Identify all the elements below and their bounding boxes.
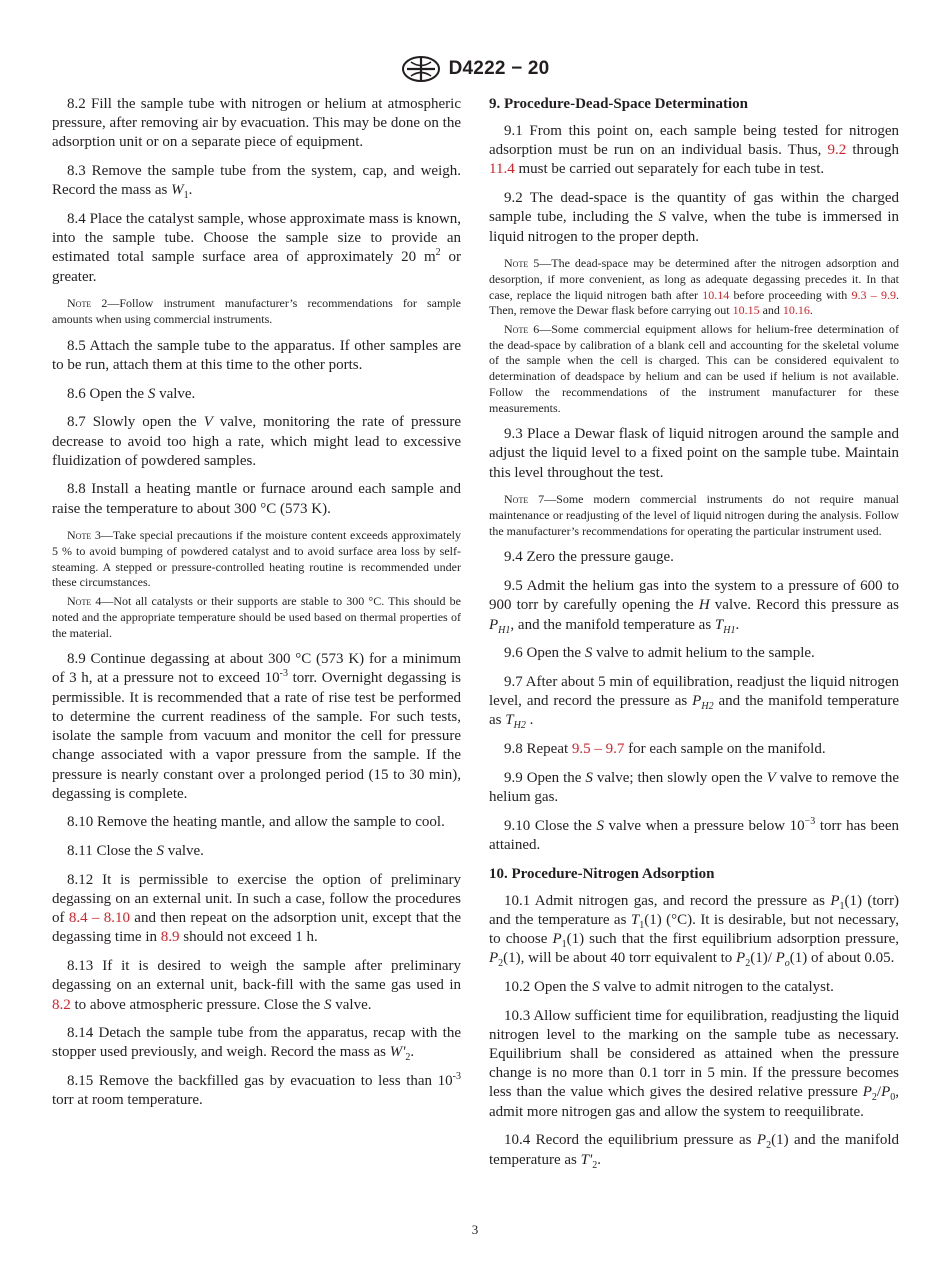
- cross-reference-link[interactable]: 10.15: [732, 303, 760, 318]
- cross-reference-link[interactable]: 8.4 – 8.10: [68, 910, 130, 927]
- section-heading-9: 9. Procedure-Dead-Space Determination: [489, 96, 748, 112]
- paragraph-8-7: 8.7 Slowly open the V valve, monitoring the rate of pressure decrease to avoid too high a rate, which might lead to excessive fluidization of powdered samples.: [52, 414, 461, 469]
- paragraph-9-9: 9.9 Open the S valve; then slowly open the V valve to remove the helium gas.: [489, 769, 899, 805]
- paragraph-8-11: 8.11 Close the S valve.: [67, 843, 204, 860]
- cross-reference-link[interactable]: 10.14: [702, 287, 730, 302]
- paragraph-8-8: 8.8 Install a heating mantle or furnace around each sample and raise the temperature to about 300 °C (573 K).: [52, 481, 461, 517]
- paragraph-8-13: 8.13 If it is desired to weigh the sample after preliminary degassing on an external unit, back-fill with the same gas used in 8.2 to above atmospheric pressure. Close the S valve.: [52, 958, 461, 1013]
- paragraph-8-10: 8.10 Remove the heating mantle, and allow the sample to cool.: [67, 814, 445, 831]
- note-3: Note 3—Take special precautions if the moisture content exceeds approximately 5 % to avoid bumping of powdered catalyst and to avoid surface area loss by self-steaming. A stepped or pressure-controlled heating routine is recommended under these circumstances.: [52, 528, 461, 590]
- paragraph-9-4: 9.4 Zero the pressure gauge.: [504, 549, 674, 566]
- paragraph-8-4: 8.4 Place the catalyst sample, whose approximate mass is known, into the sample tube. Choose the sample size to provide an estimated total sample surface area of approximately 20 $m^2$ or greater.: [52, 211, 462, 285]
- note-2: Note 2—Follow instrument manufacturer’s recommendations for sample amounts when using commercial instruments.: [52, 296, 461, 327]
- paragraph-8-9: 8.9 Continue degassing at about 300 °C (573 K) for a minimum of 3 h, at a pressure not to exceed $10^{-3}$ torr. Overnight degassing is permissible. It is recommended that a rate of rise test be performed to determine the current readiness of the sample. For such tests, isolate the sample from vacuum and monitor the cell for pressure change associated with a vapor pressure from the sample. If the pressure is nearly constant over a prolonged period (15 to 30 min), degassing is complete.: [52, 651, 461, 802]
- note-7: Note 7—Some modern commercial instruments do not require manual maintenance or readjusting of the level of liquid nitrogen during the analysis. Follow the manufacturer’s recommendations for operating the particular instrument used.: [489, 492, 899, 538]
- paragraph-9-5: 9.5 Admit the helium gas into the system to a pressure of 600 to 900 torr by carefully opening the H valve. Record this pressure as $P_{H1}$, and the manifold temperature as $T_{H1}$.: [489, 578, 899, 636]
- page-number: 3: [471, 1222, 479, 1237]
- paragraph-8-15: 8.15 Remove the backfilled gas by evacuation to less than $10^{-3}$ torr at room temperature.: [52, 1071, 461, 1109]
- right-column: [489, 95, 899, 1179]
- paragraph-10-2: 10.2 Open the S valve to admit nitrogen to the catalyst.: [504, 978, 834, 995]
- page-header: [0, 56, 950, 82]
- section-heading-10: 10. Procedure-Nitrogen Adsorption: [489, 865, 715, 882]
- note-5: Note 5—The dead-space may be determined after the nitrogen adsorption and desorption, if more convenient, as long as adequate degassing precedes it. In that case, replace the liquid nitrogen bath after 10.14 before proceeding with 9.3 – 9.9. Then, remove the Dewar flask before carrying out 10.15 and 10.16.: [489, 256, 899, 318]
- note-6: Note 6—Some commercial equipment allows for helium-free determination of the dead-space by calibration of a blank cell and accounting for the skeletal volume of the sample when the cell is charged. This can be considered equivalent to determination of deadspace by helium and can be used if helium is not available. Follow the recommendations of the instrument manufacturer for these measurements.: [489, 322, 899, 415]
- document-designation: D4222 − 20: [448, 58, 550, 79]
- paragraph-10-1: 10.1 Admit nitrogen gas, and record the pressure as $P_1(1)$ (torr) and the temperature as $T_1(1)$ (°C). It is desirable, but not necessary, to choose $P_1(1)$ such that the first equilibrium adsorption pressure, $P_2(1)$, will be about 40 torr equivalent to $P_2(1)/$ $P_o(1)$ of about 0.05.: [489, 892, 899, 970]
- paragraph-8-6: 8.6 Open the S valve.: [67, 385, 196, 402]
- paragraph-9-7: 9.7 After about 5 min of equilibration, readjust the liquid nitrogen level, and record the pressure as $P_{H2}$ and the manifold temperature as $T_{H2}$ .: [489, 673, 900, 732]
- cross-reference-link[interactable]: 9.5 – 9.7: [571, 741, 625, 758]
- paragraph-9-1: 9.1 From this point on, each sample being tested for nitrogen adsorption must be run on an individual basis. Thus, 9.2 through 11.4 must be carried out separately for each tube in test.: [489, 123, 899, 178]
- paragraph-8-14: 8.14 Detach the sample tube from the apparatus, recap with the stopper used previously, and weigh. Record the mass as $W'_2$.: [52, 1025, 461, 1064]
- cross-reference-link[interactable]: 9.3 – 9.9: [851, 287, 896, 302]
- cross-reference-link[interactable]: 8.2: [52, 996, 71, 1013]
- paragraph-9-2: 9.2 The dead-space is the quantity of gas within the charged sample tube, including the S valve, when the tube is immersed in liquid nitrogen to the proper depth.: [489, 190, 899, 245]
- astm-logo-icon: [401, 56, 441, 82]
- paragraph-9-8: 9.8 Repeat 9.5 – 9.7 for each sample on the manifold.: [504, 741, 826, 758]
- cross-reference-link[interactable]: 10.16: [782, 303, 810, 318]
- cross-reference-link[interactable]: 9.2: [827, 142, 847, 159]
- paragraph-9-3: 9.3 Place a Dewar flask of liquid nitrogen around the sample and adjust the liquid level to a fixed point on the sample tube. Maintain this level throughout the test.: [489, 426, 899, 481]
- paragraph-9-10: 9.10 Close the S valve when a pressure below $10^{-3}$ torr has been attained.: [489, 815, 899, 853]
- paragraph-8-5: 8.5 Attach the sample tube to the apparatus. If other samples are to be run, attach them at this time to the other ports.: [52, 337, 461, 373]
- paragraph-10-3: 10.3 Allow sufficient time for equilibration, readjusting the liquid nitrogen level to the marking on the sample tube as necessary. Equilibrium shall be considered as attained when the pressure change is no more than 0.1 torr in 5 min. If the pressure becomes less than the value which gives the desired relative pressure $P_2/P_0$, admit more nitrogen gas and allow the system to reequilibrate.: [489, 1007, 899, 1120]
- paragraph-8-3: 8.3 Remove the sample tube from the system, cap, and weigh. Record the mass as $W_1$.: [52, 163, 461, 202]
- paragraph-9-6: 9.6 Open the S valve to admit helium to the sample.: [504, 645, 815, 662]
- paragraph-10-4: 10.4 Record the equilibrium pressure as $P_2(1)$ and the manifold temperature as $T'_2$.: [489, 1132, 899, 1171]
- note-4: Note 4—Not all catalysts or their supports are stable to 300 °C. This should be noted and the appropriate temperature should be used based on thermal properties of the material.: [52, 594, 461, 640]
- cross-reference-link[interactable]: 8.9: [160, 929, 180, 946]
- left-column: [52, 95, 461, 1120]
- cross-reference-link[interactable]: 11.4: [489, 161, 515, 178]
- paragraph-8-2: 8.2 Fill the sample tube with nitrogen or helium at atmospheric pressure, after removing air by evacuation. This may be done on the adsorption unit or on a separate piece of equipment.: [52, 96, 461, 151]
- paragraph-8-12: 8.12 It is permissible to exercise the option of preliminary degassing on an external unit. In such a case, follow the procedures of 8.4 – 8.10 and then repeat on the adsorption unit, except that the degassing time in 8.9 should not exceed 1 h.: [52, 871, 462, 946]
